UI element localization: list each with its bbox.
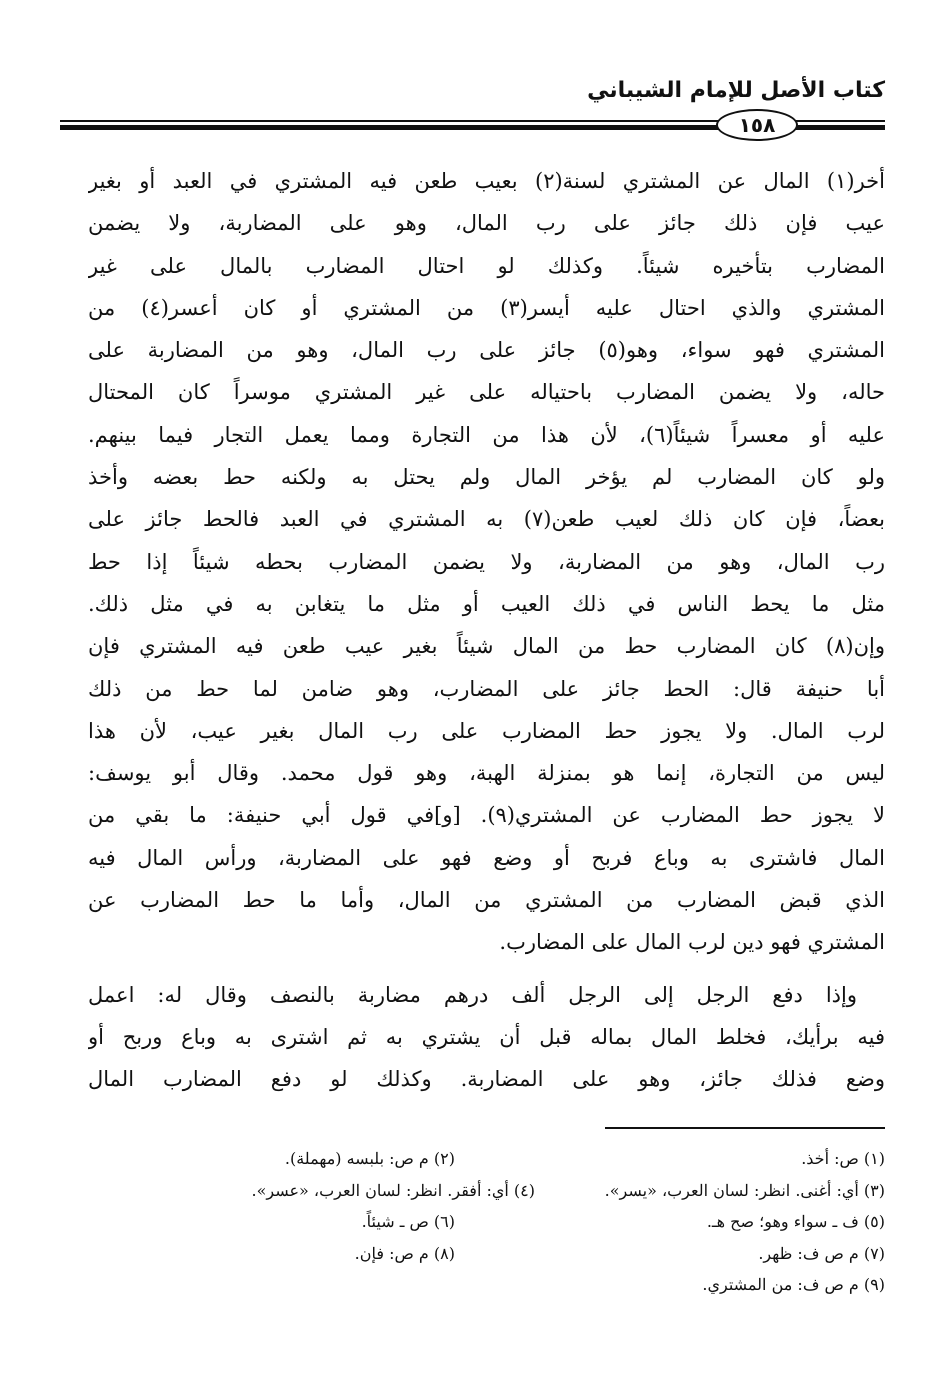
footnote: (٤) أي: أفقر. انظر: لسان العرب، «عسر».: [251, 1180, 535, 1200]
footnote: (٨) م ص: فإن.: [354, 1243, 455, 1263]
text-line: مثل ما يحط الناس في ذلك العيب أو مثل ما يتغابن به في مثل ذلك.: [88, 591, 885, 616]
text-line: بعضاً، فإن كان ذلك لعيب طعن(٧) به المشتري في العبد فالحط جائز على: [88, 507, 885, 532]
footnote: (٧) م ص ف: ظهر.: [758, 1243, 885, 1263]
text-line: لا يجوز حط المضارب عن المشتري(٩). [و]في قول أبي حنيفة: ما بقي من: [88, 803, 885, 828]
text-line: عليه أو معسراً شيئاً(٦)، لأن هذا من التجارة ومما يعمل التجار فيما بينهم.: [88, 422, 885, 447]
text-line: أخر(١) المال عن المشتري لسنة(٢) بعيب طعن فيه المشتري في العبد أو بغير: [88, 169, 885, 193]
text-line: المشتري فهو دين لرب المال على المضارب.: [499, 930, 885, 955]
text-line: رب المال، وهو من المضاربة، ولا يضمن المضارب بحطه شيئاً إذا حط: [88, 549, 885, 574]
book-title: كتاب الأصل للإمام الشيباني: [587, 78, 885, 103]
text-line: المشتري والذي احتال عليه أيسر(٣) من المشتري أو كان أعسر(٤) من: [88, 295, 885, 320]
text-line: ولو كان المضارب لم يؤخر المال ولم يحتل به ولكنه حط بعضه وأخذ: [88, 465, 885, 490]
text-line: ليس من التجارة، إنما هو بمنزلة الهبة، وهو قول محمد. وقال أبو يوسف:: [88, 761, 885, 786]
text-line: الذي قبض المضارب من المشتري من المال، وأما ما حط المضارب عن: [88, 888, 885, 913]
footnote: (٩) م ص ف: من المشتري.: [702, 1275, 885, 1294]
footnote: (٢) م ص: بلبسه (مهملة).: [284, 1149, 455, 1168]
text-line: وضع فذلك جائز، وهو على المضاربة. وكذلك لو دفع المضارب المال: [88, 1067, 885, 1092]
text-line: عيب فإن ذلك جائز على رب المال، وهو على المضاربة، ولا يضمن: [88, 211, 885, 236]
text-line: لرب المال. ولا يجوز حط المضارب على رب المال بغير عيب، لأن هذا: [88, 718, 885, 743]
footnote: (٣) أي: أغنى. انظر: لسان العرب، «يسر».: [604, 1180, 885, 1200]
page-number: ١٥٨: [716, 109, 798, 141]
footnote-separator: [605, 1127, 885, 1129]
footnotes: [88, 1143, 885, 1301]
footnote: (٥) ف ـ سواء وهو؛ صح هـ.: [706, 1212, 885, 1231]
footnote: (١) ص: أخذ.: [801, 1149, 885, 1168]
text-line: المضارب بتأخيره شيئاً. وكذلك لو احتال المضارب بالمال على غير: [88, 253, 885, 278]
text-line: فيه برأيك، فخلط المال بماله قبل أن يشتري به ثم اشترى به وباع وربح أو: [88, 1024, 885, 1049]
text-line: حاله، ولا يضمن المضارب باحتياله على غير المشتري موسراً كان المحتال: [88, 380, 885, 405]
body-text: [88, 160, 885, 1101]
text-line: وإذا دفع الرجل إلى الرجل ألف درهم مضاربة بالنصف وقال له: اعمل: [88, 982, 857, 1007]
text-line: المشتري فهو سواء، وهو(٥) جائز على رب المال، وهو من المضاربة على: [88, 338, 885, 363]
footnote: (٦) ص ـ شيئاً.: [361, 1212, 455, 1231]
text-line: المال فاشترى به وباع فربح أو وضع فهو على المضاربة، ورأس المال فيه: [88, 845, 885, 870]
text-line: أبا حنيفة قال: الحط جائز على المضارب، وهو ضامن لما حط من ذلك: [88, 676, 885, 701]
text-line: وإن(٨) كان المضارب حط من المال شيئاً بغير عيب طعن فيه المشتري فإن: [88, 634, 885, 659]
